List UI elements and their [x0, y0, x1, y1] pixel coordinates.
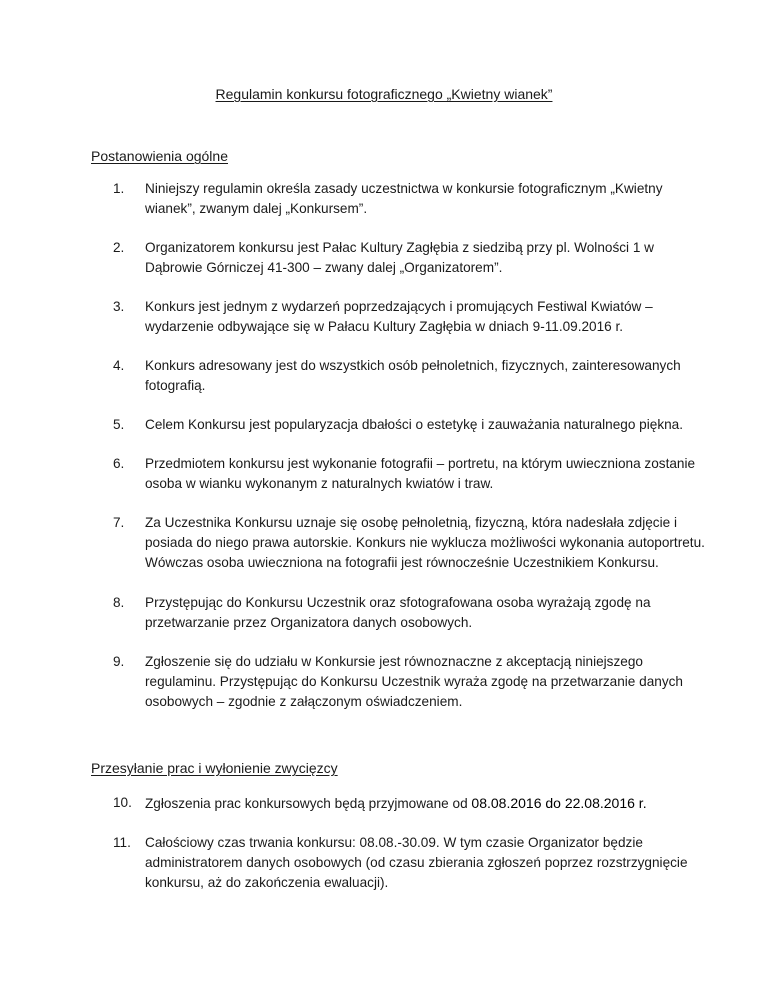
item-text: Niniejszy regulamin określa zasady uczestnictwa w konkursie fotograficznym „Kwietny wianek”, zwanym dalej „Konkursem”. — [145, 181, 663, 216]
item-text — [145, 793, 706, 814]
item-number: 9. — [113, 654, 125, 669]
item-text: Zgłoszenie się do udziału w Konkursie jest równoznaczne z akceptacją niniejszego regulaminu. Przystępując do Konkursu Uczestnik wyraża zgodę na przetwarzanie danych osobowych – zgodnie z załączonym oświadczeniem. — [145, 654, 683, 709]
list-item — [91, 593, 706, 633]
item-number: 10. — [113, 795, 132, 810]
list-item — [91, 179, 706, 219]
list-item — [91, 793, 706, 814]
list-item — [91, 238, 706, 278]
submission-dates: 08.08.2016 do 22.08.2016 r. — [471, 795, 647, 811]
item-number: 4. — [113, 358, 125, 373]
list-item — [91, 415, 706, 435]
list-item — [91, 454, 706, 494]
item-text: Organizatorem konkursu jest Pałac Kultury Zagłębia z siedzibą przy pl. Wolności 1 w Dąbrowie Górniczej 41-300 – zwany dalej „Organizatorem”. — [145, 240, 654, 275]
item-text: Całościowy czas trwania konkursu: 08.08.-30.09. W tym czasie Organizator będzie administratorem danych osobowych (od czasu zbierania zgłoszeń poprzez rozstrzygnięcie konkursu, aż do zakończenia ewaluacji). — [145, 835, 688, 890]
item-number: 2. — [113, 240, 125, 255]
item-number: 7. — [113, 515, 125, 530]
item-number: 6. — [113, 456, 125, 471]
list-item — [91, 513, 706, 573]
section-heading-submissions: Przesyłanie prac i wyłonienie zwycięzcy — [91, 760, 338, 776]
item-number: 1. — [113, 181, 125, 196]
document-title: Regulamin konkursu fotograficznego „Kwietny wianek” — [215, 86, 553, 102]
general-provisions-list — [91, 179, 706, 731]
item-number: 3. — [113, 299, 125, 314]
item-text: Konkurs adresowany jest do wszystkich osób pełnoletnich, fizycznych, zainteresowanych fotografią. — [145, 358, 681, 393]
item-number: 11. — [113, 835, 131, 850]
list-item — [91, 652, 706, 712]
list-item — [91, 356, 706, 396]
item-text: Celem Konkursu jest popularyzacja dbałości o estetykę i zauważania naturalnego piękna. — [145, 417, 684, 432]
item-text-main: Zgłoszenia prac konkursowych będą przyjmowane od — [145, 796, 472, 811]
item-number: 5. — [113, 417, 125, 432]
item-text: Za Uczestnika Konkursu uznaje się osobę pełnoletnią, fizyczną, która nadesłała zdjęcie i posiada do niego prawa autorskie. Konkurs nie wyklucza możliwości wykonania autoportretu. Wówczas osoba uwieczniona na fotografii jest równocześnie Uczestnikiem Konkursu. — [145, 515, 705, 570]
submissions-list — [91, 793, 706, 912]
section-heading-general-provisions: Postanowienia ogólne — [91, 148, 228, 164]
list-item — [91, 297, 706, 337]
item-text: Przedmiotem konkursu jest wykonanie fotografii – portretu, na którym uwieczniona zostanie osoba w wianku wykonanym z naturalnych kwiatów i traw. — [145, 456, 696, 491]
item-text: Przystępując do Konkursu Uczestnik oraz sfotografowana osoba wyrażają zgodę na przetwarzanie przez Organizatora danych osobowych. — [145, 595, 651, 630]
list-item — [91, 833, 706, 893]
item-number: 8. — [113, 595, 125, 610]
item-text: Konkurs jest jednym z wydarzeń poprzedzających i promujących Festiwal Kwiatów – wydarzenie odbywające się w Pałacu Kultury Zagłębia w dniach 9-11.09.2016 r. — [145, 299, 653, 334]
